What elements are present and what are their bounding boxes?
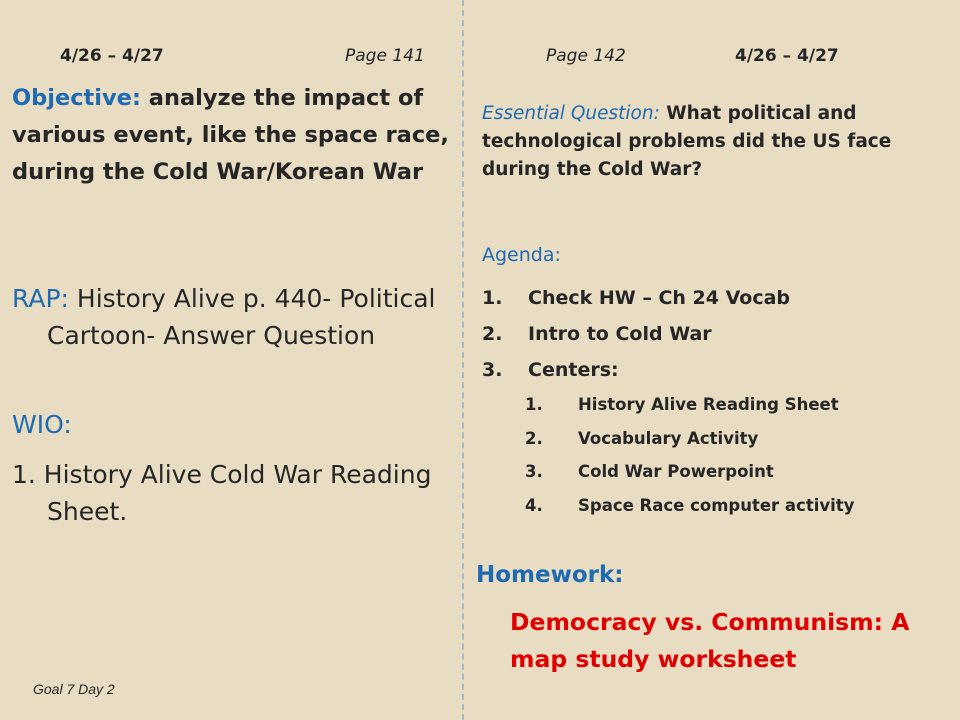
objective-text: analyze the impact of various event, like the space race, during the Cold War/Korean War bbox=[12, 85, 449, 185]
agenda-item bbox=[482, 352, 854, 522]
left-date: 4/26 – 4/27 bbox=[60, 46, 164, 66]
center-item-number: 2. bbox=[525, 428, 543, 448]
homework-heading: Homework: bbox=[476, 562, 624, 588]
center-item-text: History Alive Reading Sheet bbox=[578, 395, 839, 414]
eq-label: Essential Question: bbox=[482, 103, 660, 124]
agenda-item bbox=[482, 280, 854, 316]
center-item-text: Space Race computer activity bbox=[578, 495, 855, 515]
homework-text: Democracy vs. Communism: A map study worksheet bbox=[510, 608, 910, 673]
right-page-number: Page 142 bbox=[546, 46, 626, 66]
center-item-number: 3. bbox=[525, 462, 543, 481]
centers-list bbox=[482, 388, 854, 522]
footer-goal: Goal 7 Day 2 bbox=[33, 681, 115, 697]
agenda-list bbox=[482, 280, 854, 522]
center-item bbox=[525, 388, 854, 422]
wio-heading: WIO: bbox=[12, 410, 72, 439]
objective-label: Objective: bbox=[12, 85, 141, 111]
objective bbox=[12, 80, 457, 191]
rap bbox=[12, 280, 495, 354]
rap-label: RAP: bbox=[12, 284, 69, 313]
left-page-label: Page 141 bbox=[345, 46, 425, 66]
rap-text: History Alive p. 440- Political Cartoon- Answer Question bbox=[47, 284, 436, 350]
wio-item: 1. History Alive Cold War Reading Sheet. bbox=[12, 460, 432, 526]
essential-question bbox=[482, 100, 952, 184]
column-divider bbox=[462, 0, 464, 720]
center-item bbox=[525, 455, 854, 489]
agenda-item-number: 1. bbox=[482, 287, 503, 309]
center-item-number: 1. bbox=[525, 395, 543, 414]
agenda-item-text: Intro to Cold War bbox=[528, 323, 712, 345]
center-item bbox=[525, 422, 854, 456]
center-item-text: Vocabulary Activity bbox=[578, 428, 759, 448]
agenda-item bbox=[482, 316, 854, 352]
center-item bbox=[525, 489, 854, 523]
right-date: 4/26 – 4/27 bbox=[735, 46, 839, 66]
agenda-item-number: 2. bbox=[482, 323, 503, 345]
agenda-item-number: 3. bbox=[482, 359, 503, 381]
agenda-item-text: Check HW – Ch 24 Vocab bbox=[528, 287, 791, 309]
left-page-number bbox=[345, 46, 425, 66]
agenda-item-text: Centers: bbox=[528, 359, 619, 381]
center-item-number: 4. bbox=[525, 495, 543, 515]
center-item-text: Cold War Powerpoint bbox=[578, 462, 774, 481]
eq-text: What political and technological problems did the US face during the Cold War? bbox=[482, 103, 892, 180]
agenda-heading: Agenda: bbox=[482, 244, 561, 266]
